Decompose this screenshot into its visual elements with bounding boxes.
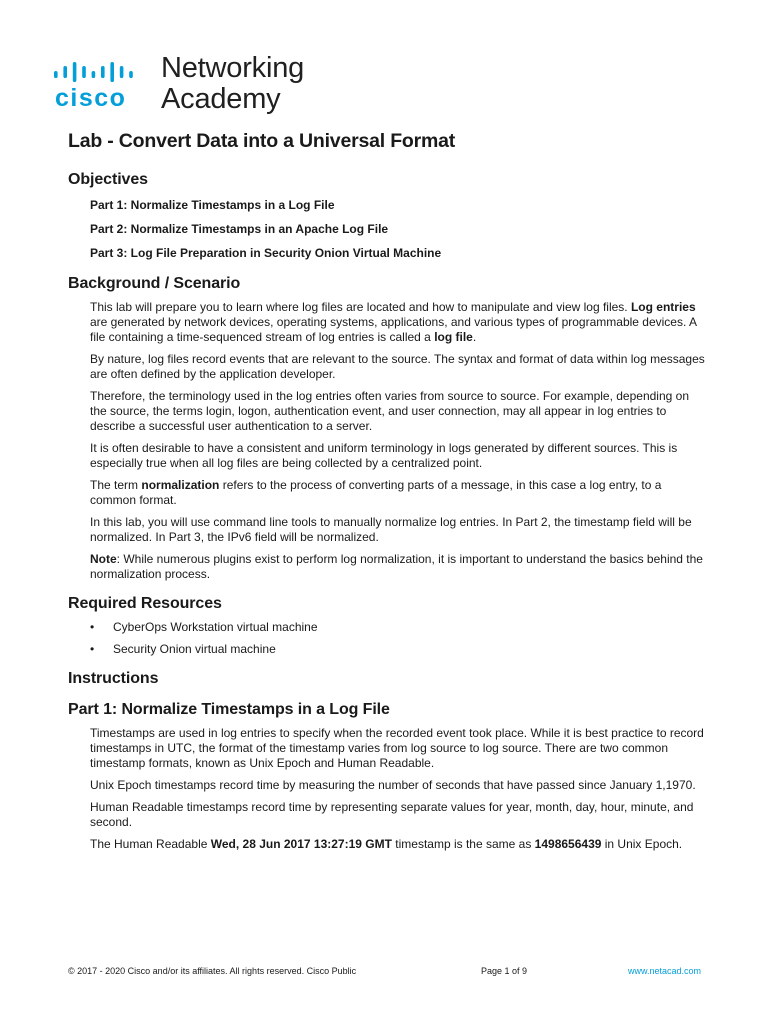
background-paragraph: In this lab, you will use command line tools to manually normalize log entries. In Part 2, the timestamp field will be normalized. In Part 3, the IPv6 field will be normalized. bbox=[90, 514, 692, 544]
human-readable-timestamp: Wed, 28 Jun 2017 13:27:19 GMT bbox=[210, 837, 392, 852]
part1-heading: Part 1: Normalize Timestamps in a Log File bbox=[68, 701, 390, 719]
log-entries-term: Log entries bbox=[630, 299, 696, 314]
instructions-heading: Instructions bbox=[68, 669, 159, 687]
resource-item: • Security Onion virtual machine bbox=[90, 642, 708, 657]
part1-paragraph: Human Readable timestamps record time by representing separate values for year, month, day, hour, minute, and second. bbox=[90, 800, 694, 830]
page-title: Lab - Convert Data into a Universal Format bbox=[68, 130, 456, 152]
normalization-term: normalization bbox=[141, 477, 220, 492]
note-paragraph: Note: While numerous plugins exist to perform log normalization, it is important to understand the basics behind the normalization process. bbox=[90, 551, 703, 581]
background-heading: Background / Scenario bbox=[68, 274, 241, 292]
part1-paragraph: Unix Epoch timestamps record time by measuring the number of seconds that have passed since January 1,1970. bbox=[90, 778, 696, 793]
footer-url-link[interactable]: www.netacad.com bbox=[627, 966, 701, 976]
objective-item: Part 1: Normalize Timestamps in a Log File bbox=[90, 197, 335, 212]
background-paragraph: This lab will prepare you to learn where log files are located and how to manipulate and view log files. Log entries are generated by network devices, operating systems, applications, and various types of programmable devices. A file containing a time-sequenced stream of log entries is called a log file. bbox=[90, 299, 697, 344]
part1-paragraph: The Human Readable Wed, 28 Jun 2017 13:27:19 GMT timestamp is the same as 1498656439 in Unix Epoch. bbox=[90, 837, 683, 852]
resources-list bbox=[90, 620, 708, 657]
footer-page-number: Page 1 of 9 bbox=[481, 966, 528, 976]
part1-paragraph: Timestamps are used in log entries to specify when the recorded event took place. While it is best practice to record timestamps in UTC, the format of the timestamp varies from log source to log source. There are two common timestamp formats, known as Unix Epoch and Human Readable. bbox=[90, 726, 704, 771]
objectives-heading: Objectives bbox=[68, 171, 148, 189]
unix-epoch-timestamp: 1498656439 bbox=[534, 837, 602, 852]
resources-heading: Required Resources bbox=[68, 594, 222, 612]
footer-copyright: © 2017 - 2020 Cisco and/or its affiliates. All rights reserved. Cisco Public bbox=[68, 966, 357, 976]
objectives-list bbox=[90, 197, 708, 262]
logo-academy-text: Academy bbox=[161, 83, 281, 115]
background-section bbox=[90, 300, 708, 582]
part1-section bbox=[90, 726, 708, 852]
background-paragraph: Therefore, the terminology used in the log entries often varies from source to source. For example, depending on the source, the terms login, logon, authentication event, and user connection, may all appear in log entries to describe a successful user authentication to a server. bbox=[90, 388, 689, 433]
background-paragraph: By nature, log files record events that are relevant to the source. The syntax and format of data within log messages are often defined by the application developer. bbox=[90, 351, 705, 381]
cisco-wordmark: cisco bbox=[55, 84, 127, 112]
cisco-networking-academy-logo bbox=[54, 52, 314, 118]
background-paragraph: The term normalization refers to the process of converting parts of a message, in this case a log entry, to a common format. bbox=[90, 477, 662, 507]
document-body bbox=[68, 130, 708, 859]
log-file-term: log file bbox=[434, 329, 473, 344]
objective-item: Part 3: Log File Preparation in Security Onion Virtual Machine bbox=[90, 245, 442, 260]
note-label: Note bbox=[90, 551, 117, 566]
resource-item: • CyberOps Workstation virtual machine bbox=[90, 620, 708, 635]
background-paragraph: It is often desirable to have a consistent and uniform terminology in logs generated by different sources. This is especially true when all log files are being collected by a centralized point. bbox=[90, 440, 678, 470]
cisco-bars-icon bbox=[54, 62, 146, 82]
objective-item: Part 2: Normalize Timestamps in an Apache Log File bbox=[90, 221, 389, 236]
logo-networking-text: Networking bbox=[161, 52, 305, 84]
